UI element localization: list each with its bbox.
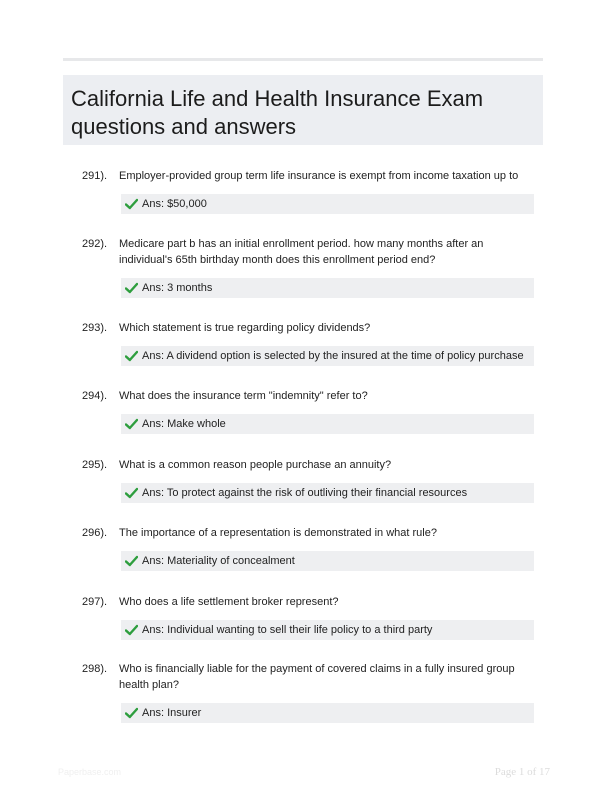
- qa-item: [78, 168, 538, 214]
- question-row: [78, 320, 538, 336]
- check-icon: [125, 350, 138, 362]
- qa-item: [78, 320, 538, 366]
- question-number: 292).: [82, 238, 108, 250]
- answer-box: [121, 620, 534, 640]
- qa-item: [78, 661, 538, 723]
- answer-text: Ans: To protect against the risk of outliving their financial resources: [142, 487, 468, 499]
- question-text: Medicare part b has an initial enrollment period. how many months after an individual's 65th birthday month does this enrollment period end?: [119, 238, 484, 266]
- answer-text: Ans: Insurer: [142, 707, 202, 719]
- question-row: [78, 388, 538, 404]
- answer-box: [121, 194, 534, 214]
- answer-box: [121, 414, 534, 434]
- check-icon: [125, 555, 138, 567]
- question-row: [78, 661, 538, 693]
- answer-text: Ans: $50,000: [142, 198, 207, 210]
- check-icon: [125, 282, 138, 294]
- answer-box: [121, 483, 534, 503]
- page-title: California Life and Health Insurance Exam questions and answers: [71, 86, 484, 139]
- question-text: What is a common reason people purchase an annuity?: [119, 459, 392, 471]
- answer-text: Ans: Make whole: [142, 418, 226, 430]
- check-icon: [125, 418, 138, 430]
- qa-item: [78, 457, 538, 503]
- answer-text: Ans: 3 months: [142, 282, 213, 294]
- answer-text: Ans: A dividend option is selected by the insured at the time of policy purchase: [142, 350, 524, 362]
- question-number: 295).: [82, 459, 108, 471]
- answer-text: Ans: Materiality of concealment: [142, 555, 295, 567]
- qa-item: [78, 388, 538, 434]
- question-text: Who is financially liable for the payment of covered claims in a fully insured group health plan?: [119, 663, 515, 691]
- question-text: Which statement is true regarding policy dividends?: [119, 322, 371, 334]
- footer-watermark: Paperbase.com: [58, 767, 122, 777]
- question-row: [78, 525, 538, 541]
- question-number: 294).: [82, 390, 108, 402]
- check-icon: [125, 487, 138, 499]
- qa-item: [78, 594, 538, 640]
- question-row: [78, 594, 538, 610]
- qa-item: [78, 525, 538, 571]
- check-icon: [125, 198, 138, 210]
- question-row: [78, 168, 538, 184]
- question-row: [78, 457, 538, 473]
- question-number: 296).: [82, 527, 108, 539]
- top-divider: [63, 58, 543, 61]
- question-text: Who does a life settlement broker represent?: [119, 596, 339, 608]
- question-text: What does the insurance term "indemnity" refer to?: [119, 390, 368, 402]
- answer-box: [121, 346, 534, 366]
- check-icon: [125, 624, 138, 636]
- question-row: [78, 236, 538, 268]
- question-number: 293).: [82, 322, 108, 334]
- check-icon: [125, 707, 138, 719]
- question-number: 291).: [82, 170, 108, 182]
- answer-box: [121, 278, 534, 298]
- title-banner: [63, 75, 543, 145]
- question-text: Employer-provided group term life insurance is exempt from income taxation up to: [119, 170, 519, 182]
- question-number: 298).: [82, 663, 108, 675]
- answer-text: Ans: Individual wanting to sell their life policy to a third party: [142, 624, 433, 636]
- question-number: 297).: [82, 596, 108, 608]
- question-text: The importance of a representation is demonstrated in what rule?: [119, 527, 437, 539]
- answer-box: [121, 551, 534, 571]
- qa-item: [78, 236, 538, 298]
- page-indicator: Page 1 of 17: [494, 766, 550, 778]
- answer-box: [121, 703, 534, 723]
